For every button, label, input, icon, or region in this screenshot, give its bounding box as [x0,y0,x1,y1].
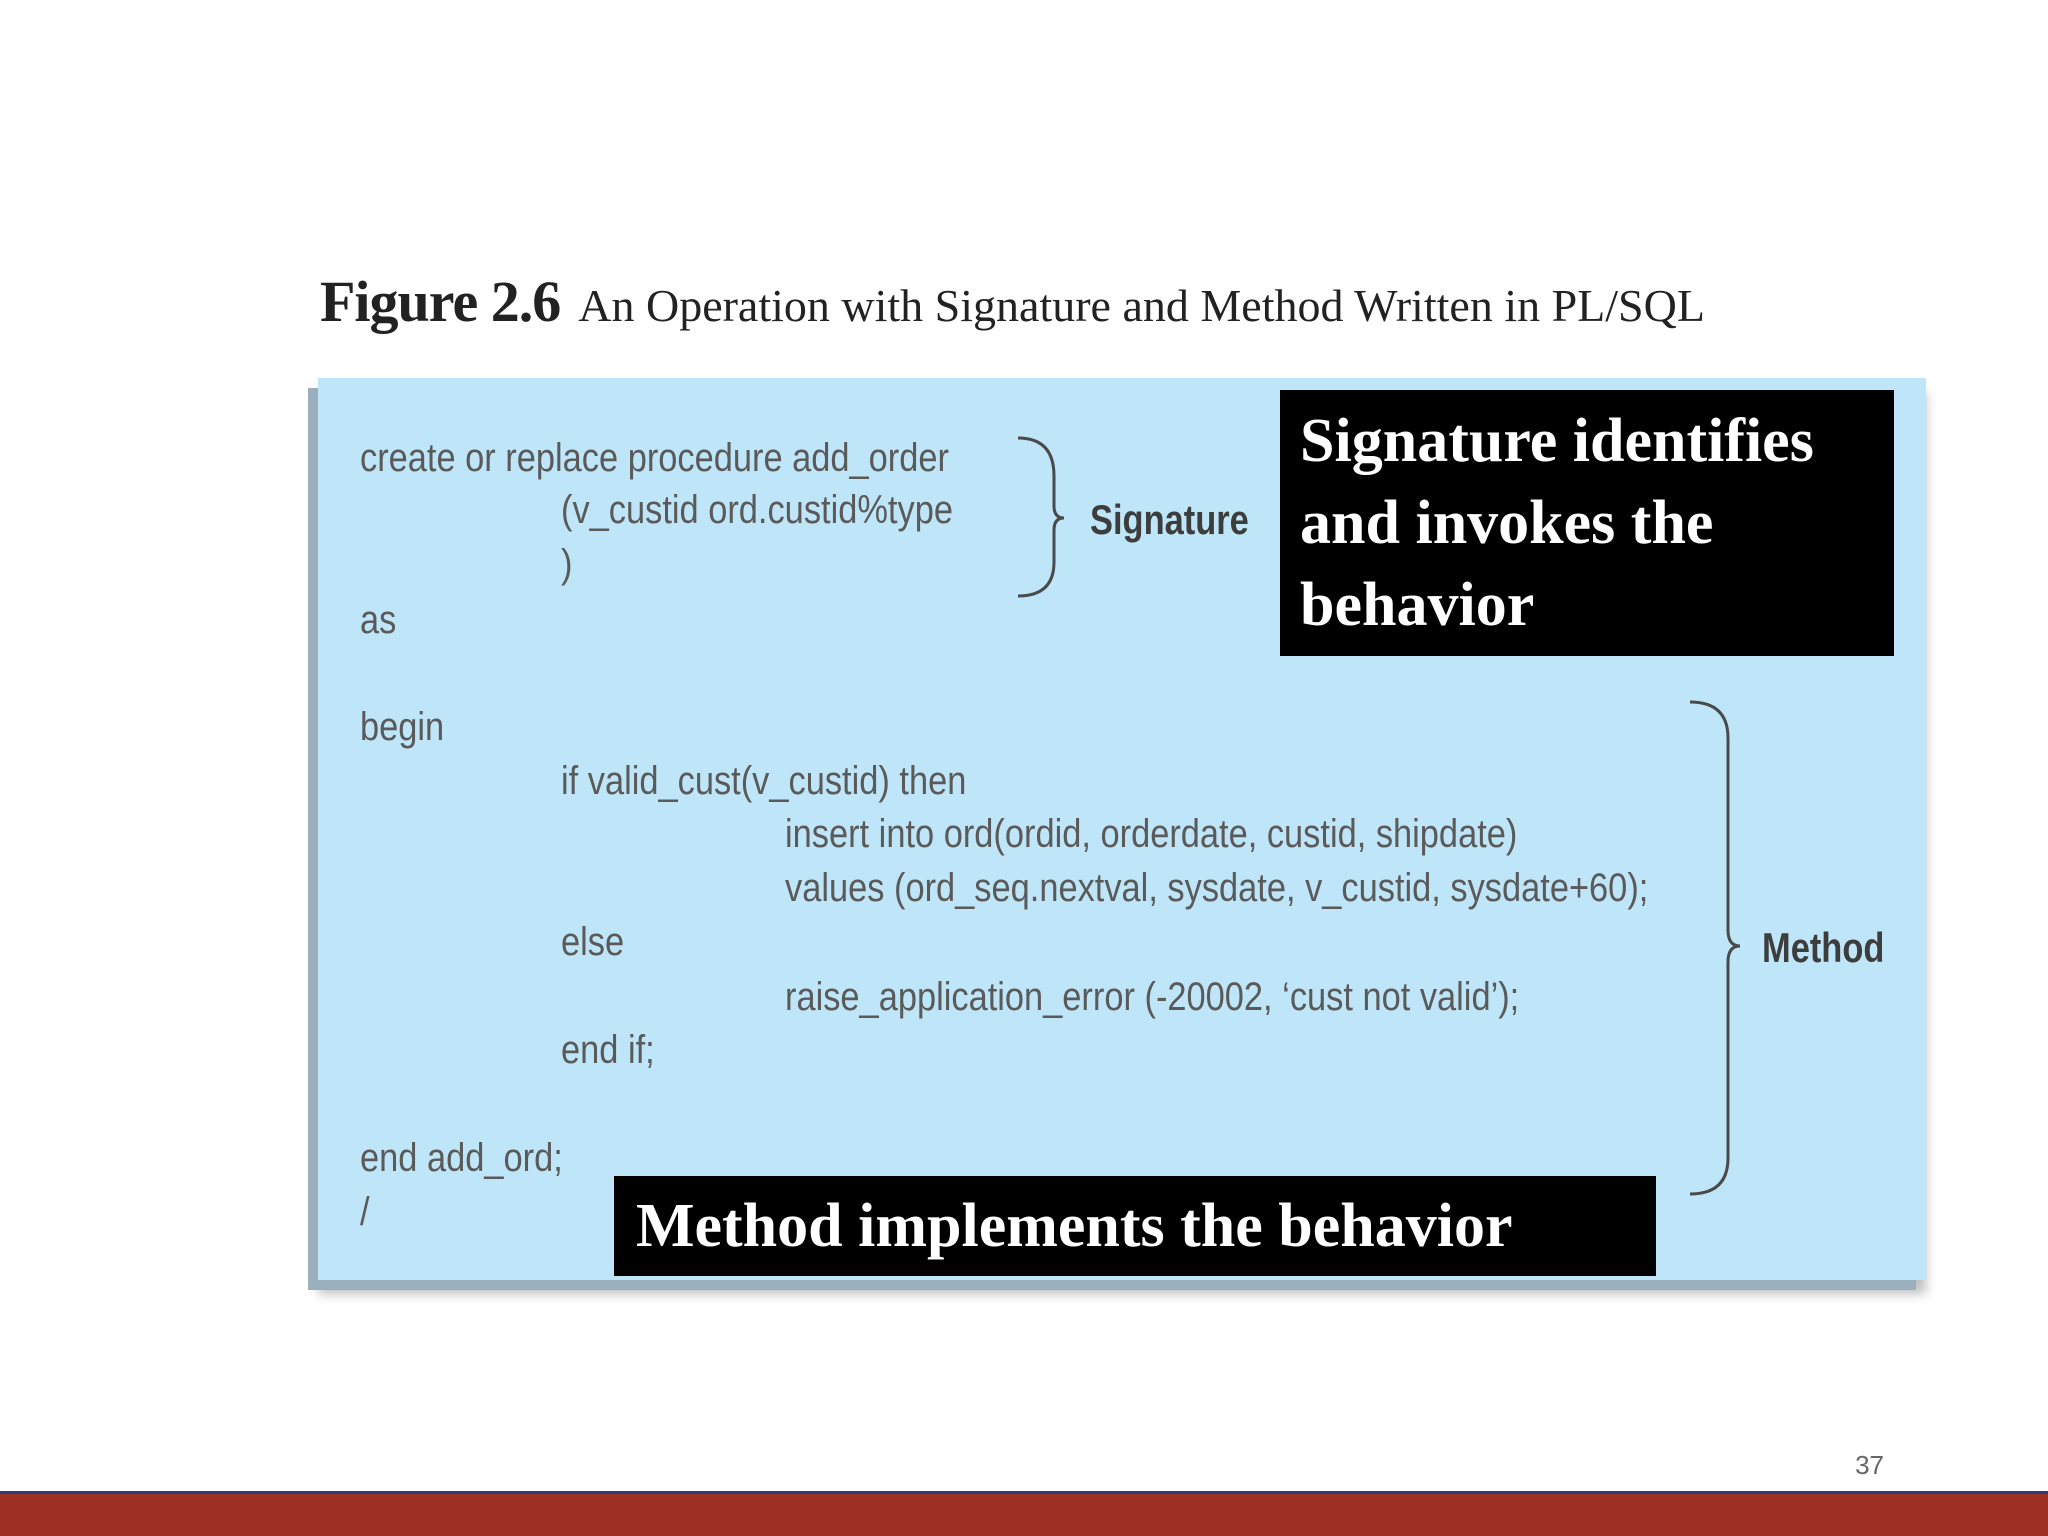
method-label: Method [1762,924,1885,971]
code-line: else [561,920,625,964]
figure-number: Figure 2.6 [320,269,561,334]
code-line: ) [561,542,573,586]
figure-title: An Operation with Signature and Method Written in PL/SQL [578,280,1705,331]
code-line: if valid_cust(v_custid) then [561,759,967,803]
code-line: begin [360,705,445,749]
code-line: end if; [561,1028,655,1072]
code-line: create or replace procedure add_order [360,436,949,480]
code-line: end add_ord; [360,1136,563,1180]
code-line: insert into ord(ordid, orderdate, custid, shipdate) [785,812,1518,856]
page-number: 37 [1855,1450,1884,1480]
footer-bar [0,1491,2048,1536]
signature-callout: Signature identifies and invokes the behavior [1280,390,1894,656]
method-callout: Method implements the behavior [614,1176,1656,1276]
signature-label: Signature [1090,496,1249,543]
signature-brace-icon [1018,438,1064,596]
code-line: as [360,598,397,642]
code-line: values (ord_seq.nextval, sysdate, v_custid, sysdate+60); [785,866,1649,910]
method-brace-icon [1690,702,1740,1194]
code-line: (v_custid ord.custid%type [561,488,953,532]
code-line: / [360,1190,370,1234]
code-line: raise_application_error (-20002, ‘cust not valid’); [785,975,1520,1019]
